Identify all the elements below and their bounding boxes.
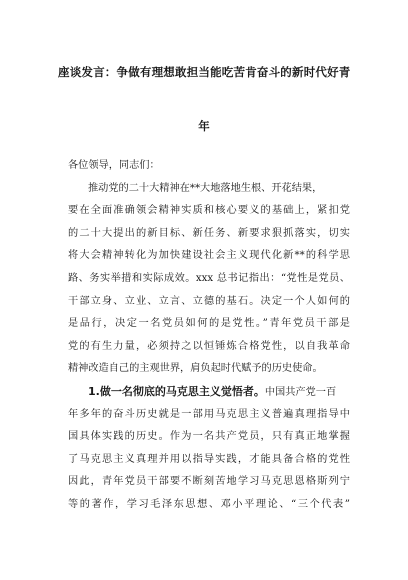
paragraph-line: 了马克思主义真理并用以指导实践，才能具备合格的党性 (68, 453, 350, 465)
document-title-continuation: 年 (198, 119, 210, 133)
salutation: 各位领导，同志们： (68, 160, 160, 171)
paragraph-line: 是品行，决定一名党员如何的是党性。”青年党员干部是 (68, 318, 350, 330)
section-heading-tail: 中国共产党一百 (264, 386, 337, 398)
section-heading: 1.做一名彻底的马克思主义觉悟者。 (88, 384, 265, 398)
paragraph-line: 的二十大提出的新目标、新任务、新要求狠抓落实，切实 (68, 227, 350, 239)
paragraph-line: 精神改造自己的主观世界，肩负起时代赋予的历史使命。 (68, 363, 323, 375)
paragraph-line: 等的著作，学习毛泽东思想、邓小平理论、“三个代表” (68, 498, 350, 510)
paragraph-line: 路、务实举措和实际成效。xxx 总书记指出：“党性是党员、 (68, 272, 350, 284)
paragraph-line: 将大会精神转化为加快建设社会主义现代化新**的科学思 (68, 250, 350, 262)
paragraph-line: 推动党的二十大精神在**大地落地生根、开花结果， (88, 182, 323, 194)
paragraph-line: 干部立身、立业、立言、立德的基石。决定一个人如何的 (68, 295, 350, 307)
paragraph-line: 因此，青年党员干部要不断刻苦地学习马克思恩格斯列宁 (68, 476, 350, 488)
paragraph-line: 年多年的奋斗历史就是一部用马克思主义普遍真理指导中 (68, 408, 350, 420)
paragraph-line: 党的有生力量，必须持之以恒锤炼合格党性，以自我革命 (68, 340, 350, 352)
paragraph-line: 要在全面准确领会精神实质和核心要义的基础上，紧扣党 (68, 205, 350, 217)
document-body (68, 155, 350, 517)
section-heading-line (68, 381, 350, 404)
paragraph-line: 国具体实践的历史。作为一名共产党员，只有真正地掌握 (68, 431, 350, 443)
document-title: 座谈发言：争做有理想敢担当能吃苦肯奋斗的新时代好青 (58, 65, 351, 79)
